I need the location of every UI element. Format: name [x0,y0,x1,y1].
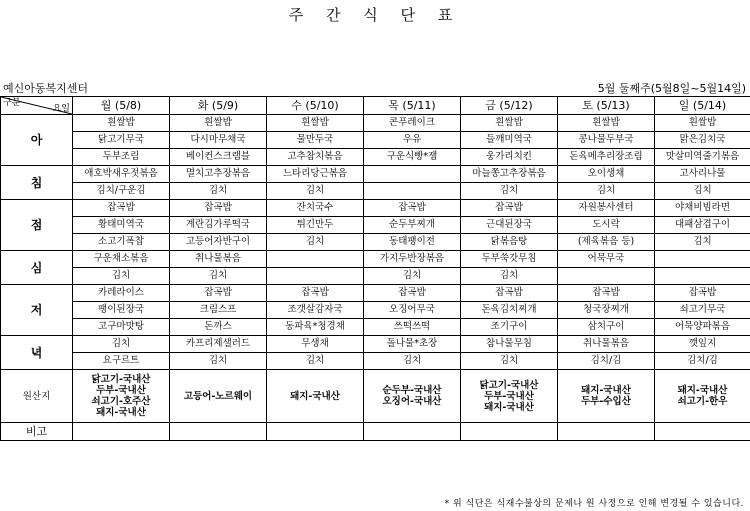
menu-item: 베이컨스크램블 [170,149,267,166]
menu-item: 요구르트 [73,353,170,370]
menu-item: 동태팽이전 [364,234,461,251]
menu-item: 오징어무국 [364,302,461,319]
menu-item: 잡곡밥 [461,285,558,302]
menu-item: 취나물볶음 [170,251,267,268]
menu-item: 팽이된장국 [73,302,170,319]
menu-item: 야채비빔라면 [655,200,750,217]
menu-item [655,251,750,268]
menu-item [364,166,461,183]
menu-item: 흰쌀밥 [558,115,655,132]
menu-item: 웅가리치킨 [461,149,558,166]
menu-item: 잔치국수 [267,200,364,217]
menu-item: 흰쌀밥 [461,115,558,132]
bigo-cell [461,423,558,441]
menu-item: 카레라이스 [73,285,170,302]
menu-item: 조갯살감자국 [267,302,364,319]
menu-item: 구운채소볶음 [73,251,170,268]
menu-row [1,115,750,132]
menu-item: 닭고기무국 [73,132,170,149]
menu-item: 닭볶음탕 [461,234,558,251]
menu-item: 무생채 [267,336,364,353]
menu-item: 돈육김치찌개 [461,302,558,319]
menu-item: 김치 [170,353,267,370]
menu-item [267,251,364,268]
center-name: 예신아동복지센터 [3,82,89,95]
bigo-cell [267,423,364,441]
menu-item [364,183,461,200]
menu-item [558,268,655,285]
menu-item: 김치 [364,268,461,285]
menu-item: 멸치고추장볶음 [170,166,267,183]
menu-item: 김치/김 [655,353,750,370]
menu-item: 잡곡밥 [364,200,461,217]
menu-item: 느타리당근볶음 [267,166,364,183]
meal-label: 아 [1,115,73,166]
menu-item: 조기구이 [461,319,558,336]
meal-label: 심 [1,251,73,285]
menu-item: 두부쑥갓무침 [461,251,558,268]
origin-cell: 돼지-국내산 쇠고기-한우 [655,370,750,423]
menu-item: 잡곡밥 [461,200,558,217]
menu-item: 황태미역국 [73,217,170,234]
menu-item: 청국장찌개 [558,302,655,319]
menu-item: 잡곡밥 [655,285,750,302]
menu-item: 고구마맛탕 [73,319,170,336]
menu-item: 콘푸레이크 [364,115,461,132]
bigo-label: 비고 [1,423,73,441]
header-row [1,97,750,115]
menu-item: 우유 [364,132,461,149]
menu-item: (제육볶음 등) [558,234,655,251]
menu-item: 잡곡밥 [267,285,364,302]
bigo-cell [655,423,750,441]
menu-item: 김치 [461,353,558,370]
bigo-cell [558,423,655,441]
menu-item: 고추참치볶음 [267,149,364,166]
menu-row [1,268,750,285]
day-header: 월 (5/8) [73,97,170,115]
bigo-cell [73,423,170,441]
menu-item: 잡곡밥 [170,285,267,302]
meal-label: 점 [1,200,73,251]
menu-item: 김치 [267,183,364,200]
menu-item: 김치 [73,268,170,285]
day-header: 목 (5/11) [364,97,461,115]
menu-item: 흰쌀밥 [170,115,267,132]
origin-cell: 돼지-국내산 두부-수입산 [558,370,655,423]
menu-row [1,217,750,234]
menu-item: 계란김가루떡국 [170,217,267,234]
menu-item: 김치 [461,183,558,200]
menu-item: 순두부찌개 [364,217,461,234]
meal-label: 저 [1,285,73,336]
footnote: * 위 식단은 식재수불상의 문제나 원 사정으로 인해 변경될 수 있습니다. [444,499,744,509]
menu-item: 돈육메추리장조림 [558,149,655,166]
menu-row [1,336,750,353]
menu-row [1,302,750,319]
day-header: 일 (5/14) [655,97,750,115]
menu-row [1,285,750,302]
origin-cell: 닭고기-국내산 두부-국내산 쇠고기-호주산 돼지-국내산 [73,370,170,423]
menu-item: 김치/구운김 [73,183,170,200]
origin-cell: 순두부-국내산 오징어-국내산 [364,370,461,423]
menu-item: 쇠고기무국 [655,302,750,319]
menu-item: 구운식빵*잼 [364,149,461,166]
menu-item: 마늘쫑고추장볶음 [461,166,558,183]
weekly-menu-table [0,96,750,441]
menu-item: 애호박새우젓볶음 [73,166,170,183]
menu-item: 가지두반장볶음 [364,251,461,268]
page-title: 주 간 식 단 표 [288,6,462,24]
menu-item: 콩나물두부국 [558,132,655,149]
menu-item [655,268,750,285]
meal-label: 침 [1,166,73,200]
meal-label: 녁 [1,336,73,370]
menu-item: 김치 [655,234,750,251]
origin-row [1,370,750,423]
menu-item: 근대된장국 [461,217,558,234]
menu-item: 카프리제샐러드 [170,336,267,353]
menu-item: 취나물볶음 [558,336,655,353]
menu-item: 김치 [170,183,267,200]
menu-item: 소고기폭찹 [73,234,170,251]
menu-item: 도시락 [558,217,655,234]
menu-item: 맛살미역줄기볶음 [655,149,750,166]
menu-item: 쓰떡쓰떡 [364,319,461,336]
day-header: 금 (5/12) [461,97,558,115]
menu-item: 김치 [73,336,170,353]
bigo-row [1,423,750,441]
menu-item: 물만두국 [267,132,364,149]
menu-row [1,234,750,251]
menu-item: 돈까스 [170,319,267,336]
menu-item [267,268,364,285]
menu-item: 잡곡밥 [364,285,461,302]
menu-item: 맑은김치국 [655,132,750,149]
menu-item: 고사리나물 [655,166,750,183]
origin-cell: 닭고기-국내산 두부-국내산 돼지-국내산 [461,370,558,423]
menu-item: 흰쌀밥 [73,115,170,132]
menu-item: 들깨미역국 [461,132,558,149]
menu-item: 김치 [655,183,750,200]
menu-row [1,132,750,149]
menu-item: 튀긴만두 [267,217,364,234]
gubun-label: 구분 [3,98,21,108]
menu-item: 김치 [364,353,461,370]
menu-item: 삼치구이 [558,319,655,336]
menu-item: 동파육*청경채 [267,319,364,336]
corner-cell [1,97,73,115]
menu-row [1,200,750,217]
menu-item: 김치 [267,234,364,251]
menu-item: 김치 [558,183,655,200]
origin-cell: 돼지-국내산 [267,370,364,423]
menu-item: 고등어자반구이 [170,234,267,251]
week-period: 5월 둘째주(5월8일~5월14일) [597,82,746,95]
menu-item: 자원봉사센터 [558,200,655,217]
yoil-label: 요일 [52,104,70,114]
menu-item: 김치/김 [558,353,655,370]
day-header: 토 (5/13) [558,97,655,115]
menu-row [1,149,750,166]
menu-item: 다시마무채국 [170,132,267,149]
menu-item: 어묵양파볶음 [655,319,750,336]
menu-item: 잡곡밥 [170,200,267,217]
menu-item: 잡곡밥 [73,200,170,217]
menu-item: 오이생채 [558,166,655,183]
menu-item: 김치 [267,353,364,370]
menu-row [1,166,750,183]
origin-label: 원산지 [1,370,73,423]
bigo-cell [364,423,461,441]
day-header: 수 (5/10) [267,97,364,115]
menu-item: 참나물무침 [461,336,558,353]
menu-row [1,251,750,268]
bigo-cell [170,423,267,441]
day-header: 화 (5/9) [170,97,267,115]
menu-item: 김치 [170,268,267,285]
menu-item: 김치 [461,268,558,285]
menu-row [1,183,750,200]
menu-item: 크림스프 [170,302,267,319]
menu-item: 대패삼겹구이 [655,217,750,234]
menu-item: 어묵무국 [558,251,655,268]
menu-row [1,319,750,336]
menu-item: 두부조림 [73,149,170,166]
menu-item: 돌나물*초장 [364,336,461,353]
menu-item: 잡곡밥 [558,285,655,302]
origin-cell: 고등어-노르웨이 [170,370,267,423]
menu-item: 깻잎지 [655,336,750,353]
menu-item: 흰쌀밥 [267,115,364,132]
menu-row [1,353,750,370]
menu-item: 흰쌀밥 [655,115,750,132]
